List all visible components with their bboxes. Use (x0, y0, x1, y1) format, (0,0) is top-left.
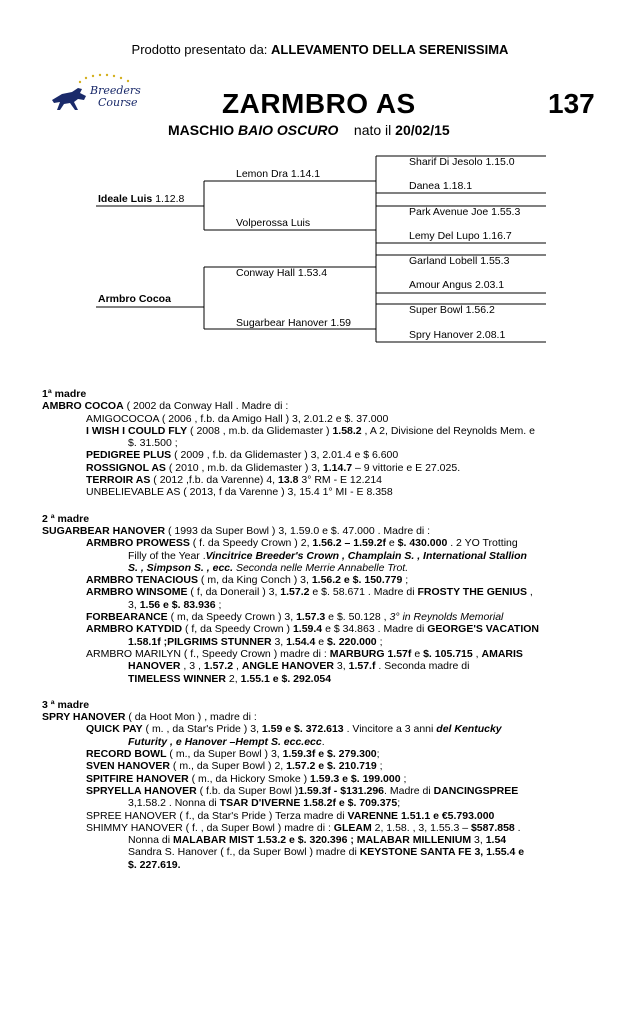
produce-line: QUICK PAY ( m. , da Star's Pride ) 3, 1.59 e $. 372.613 . Vincitore a 3 anni del Kentucky (86, 723, 502, 736)
produce-line-cont: Nonna di MALABAR MIST 1.53.2 e $. 320.396 ; MALABAR MILLENIUM 3, 1.54 (128, 834, 507, 847)
presented-label: Prodotto presentato da: (131, 42, 268, 57)
produce-line: UNBELIEVABLE AS ( 2013, f da Varenne ) 3, 15.4 1° MI - E 8.358 (86, 486, 393, 499)
born-label: nato il (353, 122, 392, 138)
produce-line-cont: HANOVER , 3 , 1.57.2 , ANGLE HANOVER 3, 1.57.f . Seconda madre di (128, 660, 470, 673)
pedigree-chart (0, 148, 640, 348)
produce-line-cont: $. 227.619. (128, 858, 181, 871)
female-family-text (42, 388, 612, 871)
produce-line-cont: $. 31.500 ; (128, 437, 178, 450)
section-title: 3 ª madre (42, 698, 90, 711)
produce-line: FORBEARANCE ( m, da Speedy Crown ) 3, 1.57.3 e $. 50.128 , 3° in Reynolds Memorial (86, 611, 504, 624)
pedigree-sire (98, 193, 184, 205)
sire-record: 1.12.8 (155, 193, 185, 205)
pedigree-g3-4: Lemy Del Lupo 1.16.7 (409, 230, 512, 242)
section-second-dam: 2 ª madre SUGARBEAR HANOVER ( 1993 da Super Bowl ) 3, 1.59.0 e $. 47.000 . Madre di : ARMBRO PROWESS ( f. da Speedy Crown ) 2, 1.56.2 – 1.59.2f e $. 430.000 . 2 YO Trotting Filly of the Year .Vincitrice Breeder's Crown , Champlain S. , International Stallion S. , Simpson S. , ecc. Seconda nelle Merrie Annabelle Trot. ARMBRO TENACIOUS ( m, da King Conch ) 3, 1.56.2 e $. 150.779 ; ARMBRO WINSOME ( f, da Donerail ) 3, 1.57.2 e $. 58.671 . Madre di FROSTY THE GENIUS , 3, 1.56 e $. 83.936 ; FORBEARANCE ( m, da Speedy Crown ) 3, 1.57.3 e $. 50.128 , 3° in Reynolds Memorial ARMBRO KATYDID ( f, da Speedy Crown ) 1.59.4 e $ 34.863 . Madre di GEORGE'S VACATION 1.58.1f ;PILGRIMS STUNNER 3, 1.54.4 e $. 220.000 ; ARMBRO MARILYN ( f., Speedy Crown ) madre di : MARBURG 1.57f e $. 105.715 , AMARIS HANOVER , 3 , 1.57.2 , ANGLE HANOVER 3, 1.57.f . Seconda madre di TIMELESS WINNER 2, 1.55.1 e $. 292.054 (42, 513, 612, 685)
dam-name: AMBRO COCOA (42, 400, 124, 413)
produce-line: ROSSIGNOL AS ( 2010 , m.b. da Glidemaster ) 3, 1.14.7 – 9 vittorie e E 27.025. (86, 461, 461, 474)
produce-line: SHIMMY HANOVER ( f. , da Super Bowl ) madre di : GLEAM 2, 1.58. , 3, 1.55.3 – $587.858 . (86, 821, 521, 834)
dam-name: SPRY HANOVER (42, 711, 126, 724)
produce-line-cont: TIMELESS WINNER 2, 1.55.1 e $. 292.054 (128, 672, 332, 685)
pedigree-g3-6: Amour Angus 2.03.1 (409, 279, 505, 291)
section-first-dam: 1ª madre AMBRO COCOA ( 2002 da Conway Hall . Madre di : AMIGOCOCOA ( 2006 , f.b. da Amigo Hall ) 3, 2.01.2 e $. 37.000 I WISH I COULD FLY ( 2008 , m.b. da Glidemaster ) 1.58.2 , A 2, Divisione del Reynolds Mem. e $. 31.500 ; PEDIGREE PLUS ( 2009 , f.b. da Glidemaster ) 3, 2.01.4 e $ 6.600 ROSSIGNOL AS ( 2010 , m.b. da Glidemaster ) 3, 1.14.7 – 9 vittorie e E 27.025. TERROIR AS ( 2012 ,f.b. da Varenne) 4, 13.8 3° RM - E 12.214 UNBELIEVABLE AS ( 2013, f da Varenne ) 3, 15.4 1° MI - E 8.358 (42, 388, 612, 499)
produce-line: SPITFIRE HANOVER ( m., da Hickory Smoke ) 1.59.3 e $. 199.000 ; (86, 772, 407, 785)
pedigree-g2-1: Lemon Dra 1.14.1 (236, 168, 321, 180)
pedigree-g2-4: Sugarbear Hanover 1.59 (236, 317, 351, 329)
pedigree-g3-5: Garland Lobell 1.55.3 (409, 255, 510, 267)
produce-line: SVEN HANOVER ( m., da Super Bowl ) 2, 1.57.2 e $. 210.719 ; (86, 760, 383, 773)
pedigree-g2-3: Conway Hall 1.53.4 (236, 267, 328, 279)
pedigree-g3-2: Danea 1.18.1 (409, 180, 473, 192)
produce-line: RECORD BOWL ( m., da Super Bowl ) 3, 1.59.3f e $. 279.300; (86, 748, 380, 761)
section-third-dam: 3 ª madre SPRY HANOVER ( da Hoot Mon ) , madre di : QUICK PAY ( m. , da Star's Pride ) 3, 1.59 e $. 372.613 . Vincitore a 3 anni del Kentucky Futurity , e Hanover –Hempt S. ecc.ecc. RECORD BOWL ( m., da Super Bowl ) 3, 1.59.3f e $. 279.300; SVEN HANOVER ( m., da Super Bowl ) 2, 1.57.2 e $. 210.719 ; SPITFIRE HANOVER ( m., da Hickory Smoke ) 1.59.3 e $. 199.000 ; SPRYELLA HANOVER ( f.b. da Super Bowl )1.59.3f - $131.296. Madre di DANCINGSPREE 3,1.58.2 . Nonna di TSAR D'IVERNE 1.58.2f e $. 709.375; SPREE HANOVER ( f., da Star's Pride ) Terza madre di VARENNE 1.51.1 e €5.793.000 SHIMMY HANOVER ( f. , da Super Bowl ) madre di : GLEAM 2, 1.58. , 3, 1.55.3 – $587.858 . Nonna di MALABAR MIST 1.53.2 e $. 320.396 ; MALABAR MILLENIUM 3, 1.54 Sandra S. Hanover ( f., da Super Bowl ) madre di KEYSTONE SANTA FE 3, 1.55.4 e $. 227.619. (42, 699, 612, 871)
pedigree-g3-8: Spry Hanover 2.08.1 (409, 329, 506, 341)
produce-line-cont: Futurity , e Hanover –Hempt S. ecc.ecc. (128, 735, 325, 748)
dam-name: SUGARBEAR HANOVER (42, 524, 166, 537)
produce-line-cont: S. , Simpson S. , ecc. Seconda nelle Merrie Annabelle Trot. (128, 561, 409, 574)
produce-line: SPREE HANOVER ( f., da Star's Pride ) Terza madre di VARENNE 1.51.1 e €5.793.000 (86, 809, 495, 822)
lot-number: 137 (548, 88, 595, 119)
produce-line: AMIGOCOCOA ( 2006 , f.b. da Amigo Hall ) 3, 2.01.2 e $. 37.000 (86, 412, 389, 425)
sex: MASCHIO (168, 122, 235, 138)
produce-line-cont: Sandra S. Hanover ( f., da Super Bowl ) madre di KEYSTONE SANTA FE 3, 1.55.4 e (128, 846, 525, 859)
pedigree-g3-3: Park Avenue Joe 1.55.3 (409, 206, 521, 218)
produce-line-cont: 3, 1.56 e $. 83.936 ; (128, 598, 222, 611)
produce-line-cont: 3,1.58.2 . Nonna di TSAR D'IVERNE 1.58.2f e $. 709.375; (128, 797, 401, 810)
produce-line-cont: 1.58.1f ;PILGRIMS STUNNER 3, 1.54.4 e $. 220.000 ; (128, 635, 383, 648)
pedigree-g2-2: Volperossa Luis (236, 217, 311, 229)
produce-line: TERROIR AS ( 2012 ,f.b. da Varenne) 4, 13.8 3° RM - E 12.214 (86, 474, 383, 487)
presented-by-line (0, 42, 640, 57)
pedigree-g3-1: Sharif Di Jesolo 1.15.0 (409, 156, 515, 168)
produce-line: ARMBRO PROWESS ( f. da Speedy Crown ) 2, 1.56.2 – 1.59.2f e $. 430.000 . 2 YO Trotting (86, 537, 518, 550)
pedigree-g3-7: Super Bowl 1.56.2 (409, 304, 495, 316)
coat-color: BAIO OSCURO (238, 122, 339, 138)
birth-date: 20/02/15 (395, 122, 450, 138)
section-title: 2 ª madre (42, 512, 90, 525)
svg-text:Breeders: Breeders (90, 84, 141, 97)
produce-line: ARMBRO KATYDID ( f, da Speedy Crown ) 1.59.4 e $ 34.863 . Madre di GEORGE'S VACATION (86, 623, 540, 636)
produce-line-cont: Filly of the Year .Vincitrice Breeder's Crown , Champlain S. , International Stallion (128, 549, 527, 562)
sire-name: Ideale Luis (98, 193, 153, 205)
section-title: 1ª madre (42, 388, 87, 400)
produce-line: I WISH I COULD FLY ( 2008 , m.b. da Glidemaster ) 1.58.2 , A 2, Divisione del Reynolds Mem. e (86, 424, 535, 437)
produce-line: ARMBRO TENACIOUS ( m, da King Conch ) 3, 1.56.2 e $. 150.779 ; (86, 574, 409, 587)
sex-color-birth-line (168, 122, 450, 138)
breeders-course-logo (50, 72, 150, 116)
pedigree-dam: Armbro Cocoa (98, 293, 171, 305)
produce-line: PEDIGREE PLUS ( 2009 , f.b. da Glidemaster ) 3, 2.01.4 e $ 6.600 (86, 449, 399, 462)
produce-line: ARMBRO MARILYN ( f., Speedy Crown ) madre di : MARBURG 1.57f e $. 105.715 , AMARIS (86, 647, 523, 660)
horse-name: ZARMBRO AS (222, 88, 416, 119)
produce-line: ARMBRO WINSOME ( f, da Donerail ) 3, 1.57.2 e $. 58.671 . Madre di FROSTY THE GENIUS , (86, 586, 533, 599)
produce-line: SPRYELLA HANOVER ( f.b. da Super Bowl )1.59.3f - $131.296. Madre di DANCINGSPREE (86, 784, 519, 797)
svg-text:Course: Course (98, 96, 138, 109)
presenter-name: ALLEVAMENTO DELLA SERENISSIMA (271, 42, 509, 57)
